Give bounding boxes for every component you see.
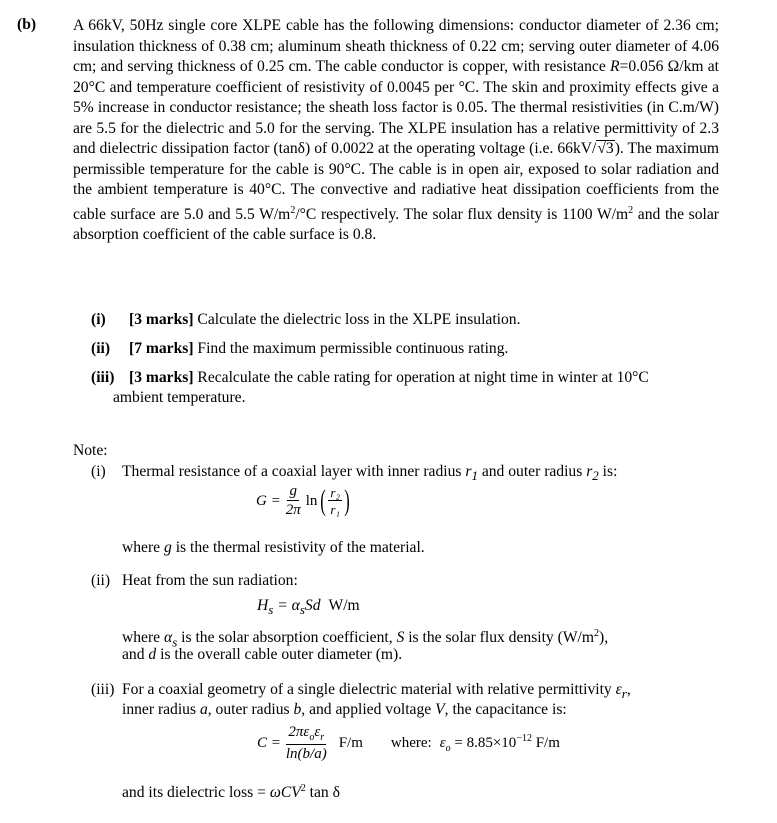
note-text: where <box>122 629 164 647</box>
question-text: Find the maximum permissible continuous rating. <box>193 340 509 357</box>
symbol-r1-subscript: 1 <box>471 468 478 484</box>
note-label: (ii) <box>91 572 111 589</box>
note-text: where <box>122 539 164 556</box>
subscript-r: r <box>621 686 627 702</box>
note-text: and its dielectric loss = <box>122 784 270 802</box>
symbol-r1: r <box>465 463 472 480</box>
note-text: is the overall cable outer diameter (m). <box>156 646 403 663</box>
dielectric-loss-formula <box>122 779 340 803</box>
note-text: , <box>626 681 631 698</box>
ratio-fraction <box>328 486 342 516</box>
note-label: (iii) <box>91 681 115 698</box>
symbol-H: H <box>257 597 269 614</box>
equation-fraction <box>284 484 303 518</box>
fraction-numerator: g <box>289 483 297 499</box>
exponent: −12 <box>516 733 532 744</box>
ratio-numerator: r₂ <box>330 485 340 500</box>
note-text: is the solar absorption coefficient, <box>177 629 397 647</box>
question-marks: [3 marks] <box>129 369 194 386</box>
symbol-wCV: ωCV <box>269 784 301 802</box>
symbol-epsilon: ε <box>314 724 321 740</box>
note-text: is the solar flux density (W/m <box>404 629 595 647</box>
solar-heat-equation <box>257 596 360 620</box>
symbol-epsilon: ε <box>439 735 446 751</box>
subscript-r: r <box>320 732 325 743</box>
question-iii-continued: ambient temperature. <box>113 389 246 406</box>
question-number: (iii) <box>91 369 115 386</box>
note-heading: Note: <box>73 442 108 459</box>
note-text: is: <box>598 463 618 480</box>
problem-statement <box>73 16 719 246</box>
ln-operator: ln <box>305 492 318 509</box>
question-text: Calculate the dielectric loss in the XLPE insulation. <box>193 311 521 328</box>
question-iii <box>91 368 649 388</box>
symbol-a: a <box>199 701 208 718</box>
sqrt-three: √3 <box>597 140 614 157</box>
note-text: , the capacitance is: <box>444 701 567 718</box>
note-ii-where-cont <box>122 645 402 665</box>
intro-text-4: /°C respectively. The solar flux density is 1100 W/m <box>295 205 629 223</box>
question-text: Recalculate the cable rating for operation at night time in winter at 10°C <box>193 369 649 386</box>
symbol-alpha: α <box>164 629 173 647</box>
note-text: is the thermal resistivity of the material. <box>171 539 425 556</box>
note-text: and outer radius <box>477 463 587 480</box>
note-text: inner radius <box>122 701 200 718</box>
note-label: (i) <box>91 463 106 480</box>
note-i <box>91 462 617 486</box>
part-label: (b) <box>17 16 37 33</box>
where-label: where: <box>390 735 432 751</box>
note-i-where <box>122 538 425 558</box>
intro-text-5: and the solar absorption coefficient of the cable surface is 0.8. <box>73 205 719 244</box>
question-i <box>91 310 521 330</box>
symbol-alpha: = α <box>273 597 300 614</box>
symbol-Sd: Sd <box>304 597 321 614</box>
unit: F/m <box>531 735 560 751</box>
equation-lhs: C = <box>257 735 281 751</box>
symbol-d: d <box>148 646 157 663</box>
question-marks: [7 marks] <box>129 340 194 357</box>
superscript: 2 <box>594 628 600 639</box>
left-paren: ( <box>320 484 327 517</box>
ratio-denominator: r₁ <box>330 502 340 517</box>
symbol-S: S <box>396 629 405 647</box>
numerator-part: 2πε <box>288 724 310 740</box>
unit-superscript-1: 2 <box>290 204 296 216</box>
fraction-denominator: 2π <box>285 502 301 518</box>
right-paren: ) <box>344 484 350 517</box>
resistance-symbol: R <box>610 58 620 75</box>
symbol-b: b <box>293 701 302 718</box>
note-text: tan δ <box>305 784 340 802</box>
note-text: , and applied voltage <box>301 701 436 718</box>
question-marks: [3 marks] <box>129 311 194 328</box>
note-text: , outer radius <box>207 701 294 718</box>
value: = 8.85×10 <box>450 735 517 751</box>
subscript-s: s <box>268 602 274 618</box>
capacitance-fraction <box>284 725 329 762</box>
symbol-V: V <box>435 701 445 718</box>
question-number: (ii) <box>91 340 111 357</box>
note-text: For a coaxial geometry of a single dielectric material with relative permittivity <box>122 681 616 698</box>
note-text: ), <box>599 629 609 647</box>
capacitance-equation <box>257 725 560 762</box>
intro-text-2: =0.056 Ω/km at 20°C and temperature coefficient of resistivity of 0.0045 per °C. The skin and proximity effects give a 5% increase in conductor resistance; the sheath loss factor is 0.05. The thermal resistivities (in C.m/W) are 5.5 for the dielectric and 5.0 for the serving. The XLPE insulation has a relative permittivity of 2.3 and dielectric dissipation factor (tanδ) of 0.0022 at the operating voltage (i.e. 66kV/ <box>73 58 720 157</box>
note-text: and <box>122 646 149 663</box>
thermal-resistance-equation <box>256 484 352 518</box>
subscript-s: s <box>172 634 178 650</box>
intro-text-1: A 66kV, 50Hz single core XLPE cable has the following dimensions: conductor diameter of 2.36 cm; insulation thickness of 0.38 cm; aluminum sheath thickness of 0.22 cm; serving outer diameter of 4.06 cm; and serving thickness of 0.25 cm. The cable conductor is copper, with resistance <box>73 17 719 75</box>
intro-text-3: ). The maximum permissible temperature for the cable is 90°C. The cable is in open air, exposed to solar radiation and the ambient temperature is 40°C. The convective and radiative heat dissipation coefficients from the cable surface are 5.0 and 5.5 W/m <box>73 140 719 223</box>
fraction-numerator <box>286 725 326 745</box>
equation-lhs: G = <box>256 492 281 509</box>
epsilon-zero-definition <box>440 733 560 754</box>
subscript-o: o <box>445 743 451 754</box>
question-number: (i) <box>91 311 106 328</box>
superscript: 2 <box>300 783 306 794</box>
subscript-o: o <box>309 732 315 743</box>
unit: W/m <box>328 597 360 614</box>
note-text: Thermal resistance of a coaxial layer with inner radius <box>122 463 466 480</box>
symbol-r2: r <box>586 463 593 480</box>
symbol-g: g <box>164 539 172 556</box>
symbol-epsilon: ε <box>615 681 622 698</box>
note-iii-cont <box>122 700 567 720</box>
note-ii <box>91 571 298 591</box>
unit-superscript-2: 2 <box>628 204 634 216</box>
unit: F/m <box>338 735 363 751</box>
subscript-s: s <box>299 602 305 618</box>
fraction-denominator: ln(b/a) <box>285 746 327 762</box>
note-text: Heat from the sun radiation: <box>122 572 298 589</box>
question-ii <box>91 339 508 359</box>
symbol-r2-subscript: 2 <box>592 468 599 484</box>
